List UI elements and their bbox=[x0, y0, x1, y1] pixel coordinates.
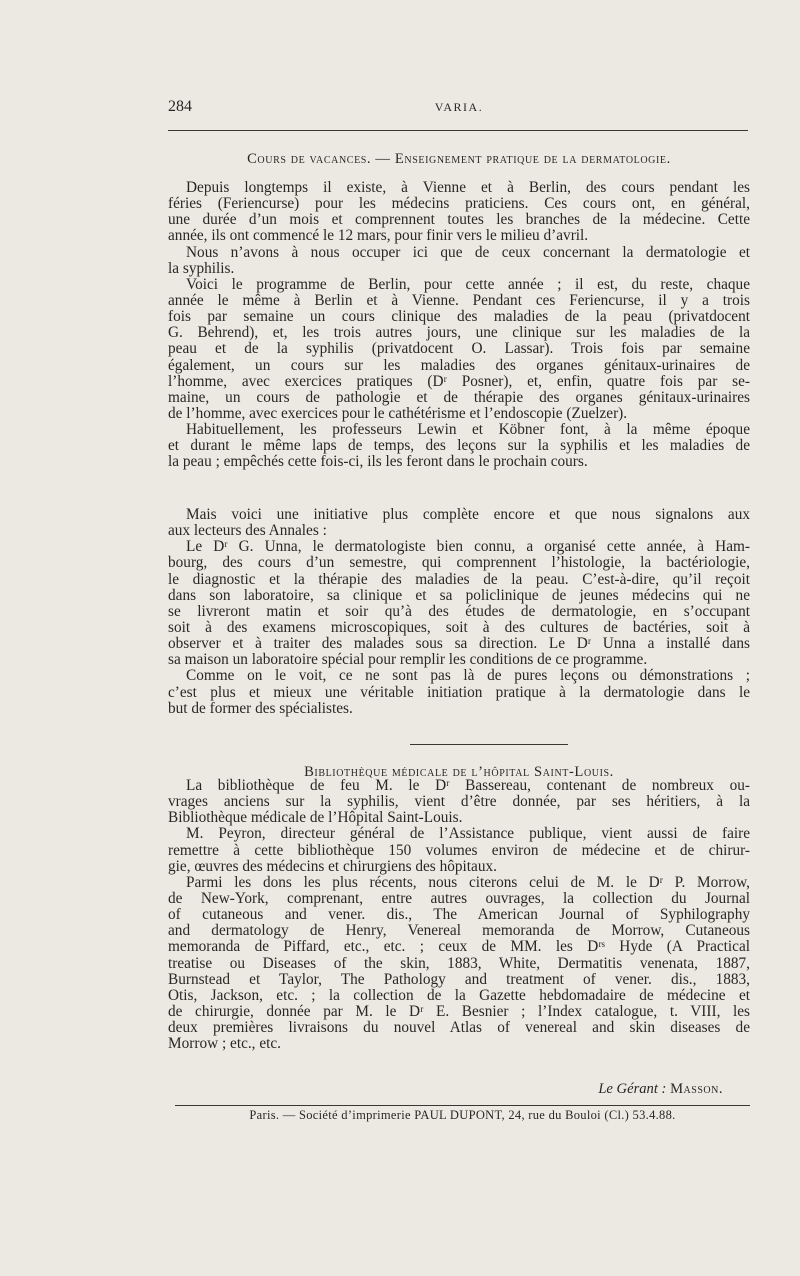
text-line: l’homme, avec exercices pratiques (Dʳ Posner), et, enfin, quatre fois par se- bbox=[168, 373, 750, 390]
header-rule bbox=[168, 130, 748, 131]
text-line: La bibliothèque de feu M. le Dʳ Bassereau, contenant de nombreux ou- bbox=[186, 778, 750, 794]
text-line: la syphilis. bbox=[168, 260, 235, 277]
text-line: se livreront matin et soir qu’à des études de dermatologie, en s’occupant bbox=[168, 603, 750, 620]
paragraphs-unna-initiative bbox=[168, 507, 750, 717]
text-line: Burnstead et Taylor, The Pathology and treatment of vener. dis., 1883, bbox=[168, 971, 750, 988]
text-line: treatise ou Diseases of the skin, 1883, White, Dermatitis venenata, 1887, bbox=[168, 955, 750, 972]
text-line: une durée d’un mois et comprennent toutes les branches de la médecine. Cette bbox=[168, 212, 750, 229]
text-line: le diagnostic et la thérapie des maladies de la peau. C’est-à-dire, qu’il reçoit bbox=[168, 571, 750, 588]
text-line: c’est plus et mieux une véritable initiation pratique à la dermatologie dans le bbox=[168, 684, 750, 701]
text-line: vrages anciens sur la syphilis, vient d’être donnée, par ses héritiers, à la bbox=[168, 794, 750, 811]
text-line: de New-York, comprenant, entre autres ouvrages, la collection du Journal bbox=[168, 890, 750, 907]
text-line: Morrow ; etc., etc. bbox=[168, 1036, 281, 1053]
text-line: dans son laboratoire, sa clinique et sa policlinique de jeunes médecins qui ne bbox=[168, 587, 750, 604]
page-header bbox=[168, 98, 750, 118]
signature-label: Le Gérant : bbox=[598, 1081, 667, 1097]
text-line: Nous n’avons à nous occuper ici que de ceux concernant la dermatologie et bbox=[186, 244, 750, 261]
text-line: gie, œuvres des médecins et chirurgiens des hôpitaux. bbox=[168, 858, 497, 875]
text-line: féries (Feriencurse) pour les médecins praticiens. Ces cours ont, en général, bbox=[168, 196, 750, 213]
text-line: maine, un cours de pathologie et de thérapie des organes génitaux-urinaires bbox=[168, 389, 750, 406]
section-title-bibliotheque: Bibliothèque médicale de l’hôpital Saint-Louis. bbox=[304, 764, 614, 780]
text-line: Habituellement, les professeurs Lewin et Köbner font, à la même époque bbox=[186, 422, 750, 439]
text-line: fois par semaine un cours clinique des maladies de la peau (privatdocent bbox=[168, 309, 750, 326]
text-line: remettre à cette bibliothèque 150 volumes environ de médecine et de chirur- bbox=[168, 842, 750, 859]
text-line: de chirurgie, donnée par M. le Dʳ E. Besnier ; l’Index catalogue, t. VIII, les bbox=[168, 1003, 750, 1020]
paragraphs-cours-de-vacances bbox=[168, 180, 750, 471]
text-line: bourg, des cours d’un semestre, qui comprennent l’histologie, la bactériologie, bbox=[168, 555, 750, 572]
text-line: aux lecteurs des Annales : bbox=[168, 523, 327, 540]
text-line: année le même à Berlin et à Vienne. Pendant ces Feriencurse, il y a trois bbox=[168, 292, 750, 309]
text-line: de l’homme, avec exercices pour le cathétérisme et l’endoscopie (Zuelzer). bbox=[168, 405, 628, 422]
text-line: and dermatology de Henry, Venereal memoranda de Morrow, Cutaneous bbox=[168, 923, 750, 940]
text-line: Mais voici une initiative plus complète encore et que nous signalons aux bbox=[186, 507, 750, 523]
running-head: VARIA. bbox=[434, 100, 484, 114]
text-line: deux premières livraisons du nouvel Atlas of venereal and skin diseases de bbox=[168, 1020, 750, 1037]
text-line: Depuis longtemps il existe, à Vienne et à Berlin, des cours pendant les bbox=[186, 180, 750, 196]
text-line: également, un cours sur les maladies des organes génitaux-urinaires de bbox=[168, 357, 750, 374]
section-title-cours-de-vacances: Cours de vacances. — Enseignement pratique de la dermatologie. bbox=[247, 151, 671, 167]
text-line: M. Peyron, directeur général de l’Assistance publique, vient aussi de faire bbox=[186, 826, 750, 843]
text-line: soit à des examens microscopiques, soit à des cultures de bactéries, soit à bbox=[168, 619, 750, 636]
text-line: Otis, Jackson, etc. ; la collection de la Gazette hebdomadaire de médecine et bbox=[168, 987, 750, 1004]
page-number: 284 bbox=[168, 98, 192, 115]
paragraphs-bibliotheque bbox=[168, 778, 750, 1052]
signature-name: Masson. bbox=[670, 1081, 723, 1097]
text-line: of cutaneous and vener. dis., The American Journal of Syphilography bbox=[168, 907, 750, 924]
text-line: Bibliothèque médicale de l’Hôpital Saint-Louis. bbox=[168, 810, 463, 827]
text-line: année, ils ont commencé le 12 mars, pour finir vers le milieu d’avril. bbox=[168, 228, 589, 245]
text-line: memoranda de Piffard, etc., etc. ; ceux de MM. les Dʳˢ Hyde (A Practical bbox=[168, 939, 750, 956]
text-line: peau et de la syphilis (privatdocent O. Lassar). Trois fois par semaine bbox=[168, 341, 750, 358]
text-line: Parmi les dons les plus récents, nous citerons celui de M. le Dʳ P. Morrow, bbox=[186, 874, 750, 891]
text-line: Comme on le voit, ce ne sont pas là de pures leçons ou démonstrations ; bbox=[186, 668, 750, 685]
footer-rule bbox=[175, 1105, 750, 1106]
text-line: Voici le programme de Berlin, pour cette année ; il est, du reste, chaque bbox=[186, 276, 750, 293]
text-line: G. Behrend), et, les trois autres jours, une clinique sur les maladies de la bbox=[168, 325, 750, 342]
section-divider bbox=[410, 744, 568, 745]
text-line: but de former des spécialistes. bbox=[168, 700, 353, 717]
text-line: Le Dʳ G. Unna, le dermatologiste bien connu, a organisé cette année, à Ham- bbox=[186, 539, 750, 556]
imprint: Paris. — Société d’imprimerie PAUL DUPONT, 24, rue du Bouloi (Cl.) 53.4.88. bbox=[249, 1108, 676, 1122]
signature bbox=[168, 1081, 723, 1098]
text-line: observer et à traiter des malades sous sa direction. Le Dʳ Unna a installé dans bbox=[168, 636, 750, 653]
text-line: et durant le même laps de temps, des leçons sur la syphilis et les maladies de bbox=[168, 438, 750, 455]
text-line: sa maison un laboratoire spécial pour remplir les conditions de ce programme. bbox=[168, 652, 648, 669]
text-line: la peau ; empêchés cette fois-ci, ils les feront dans le prochain cours. bbox=[168, 454, 588, 471]
